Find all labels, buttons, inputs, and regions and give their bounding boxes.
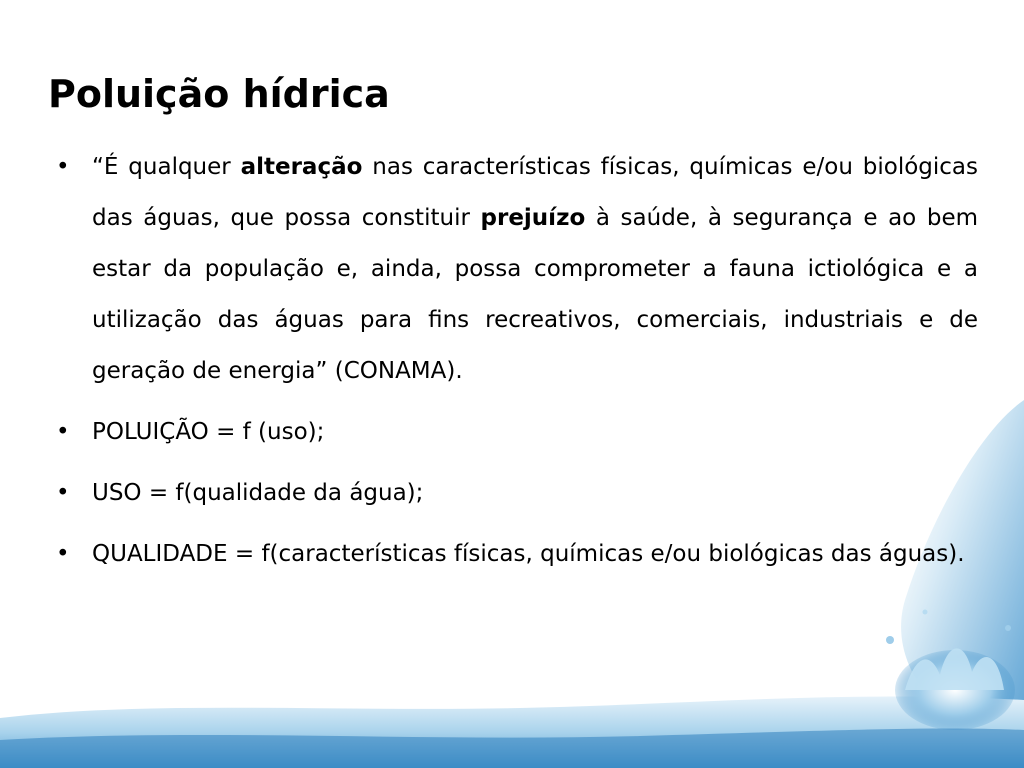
definition-text-start: “É qualquer <box>92 154 241 180</box>
bullet-list <box>56 142 978 580</box>
definition-text-end: à saúde, à segurança e ao bem estar da população e, ainda, possa comprometer a fauna ictiológica e a utilização das águas para fins recreativos, comerciais, industriais e de geração de energia” (CONAMA). <box>92 205 979 384</box>
bullet-qualidade <box>56 529 978 580</box>
bullet-text: POLUIÇÃO = f (uso); <box>92 419 325 445</box>
bullet-text: QUALIDADE = f(características físicas, químicas e/ou biológicas das águas). <box>92 541 965 567</box>
bullet-text: USO = f(qualidade da água); <box>92 480 424 506</box>
keyword-alteracao: alteração <box>240 154 363 180</box>
bullet-uso <box>56 468 978 519</box>
bullet-poluicao <box>56 407 978 458</box>
slide-title: Poluição hídrica <box>48 72 390 116</box>
keyword-prejuizo: prejuízo <box>480 205 586 231</box>
bullet-definition <box>56 142 978 397</box>
definition-text-middle: nas características físicas, químicas e/ou biológicas das águas, que possa constituir <box>92 154 978 231</box>
